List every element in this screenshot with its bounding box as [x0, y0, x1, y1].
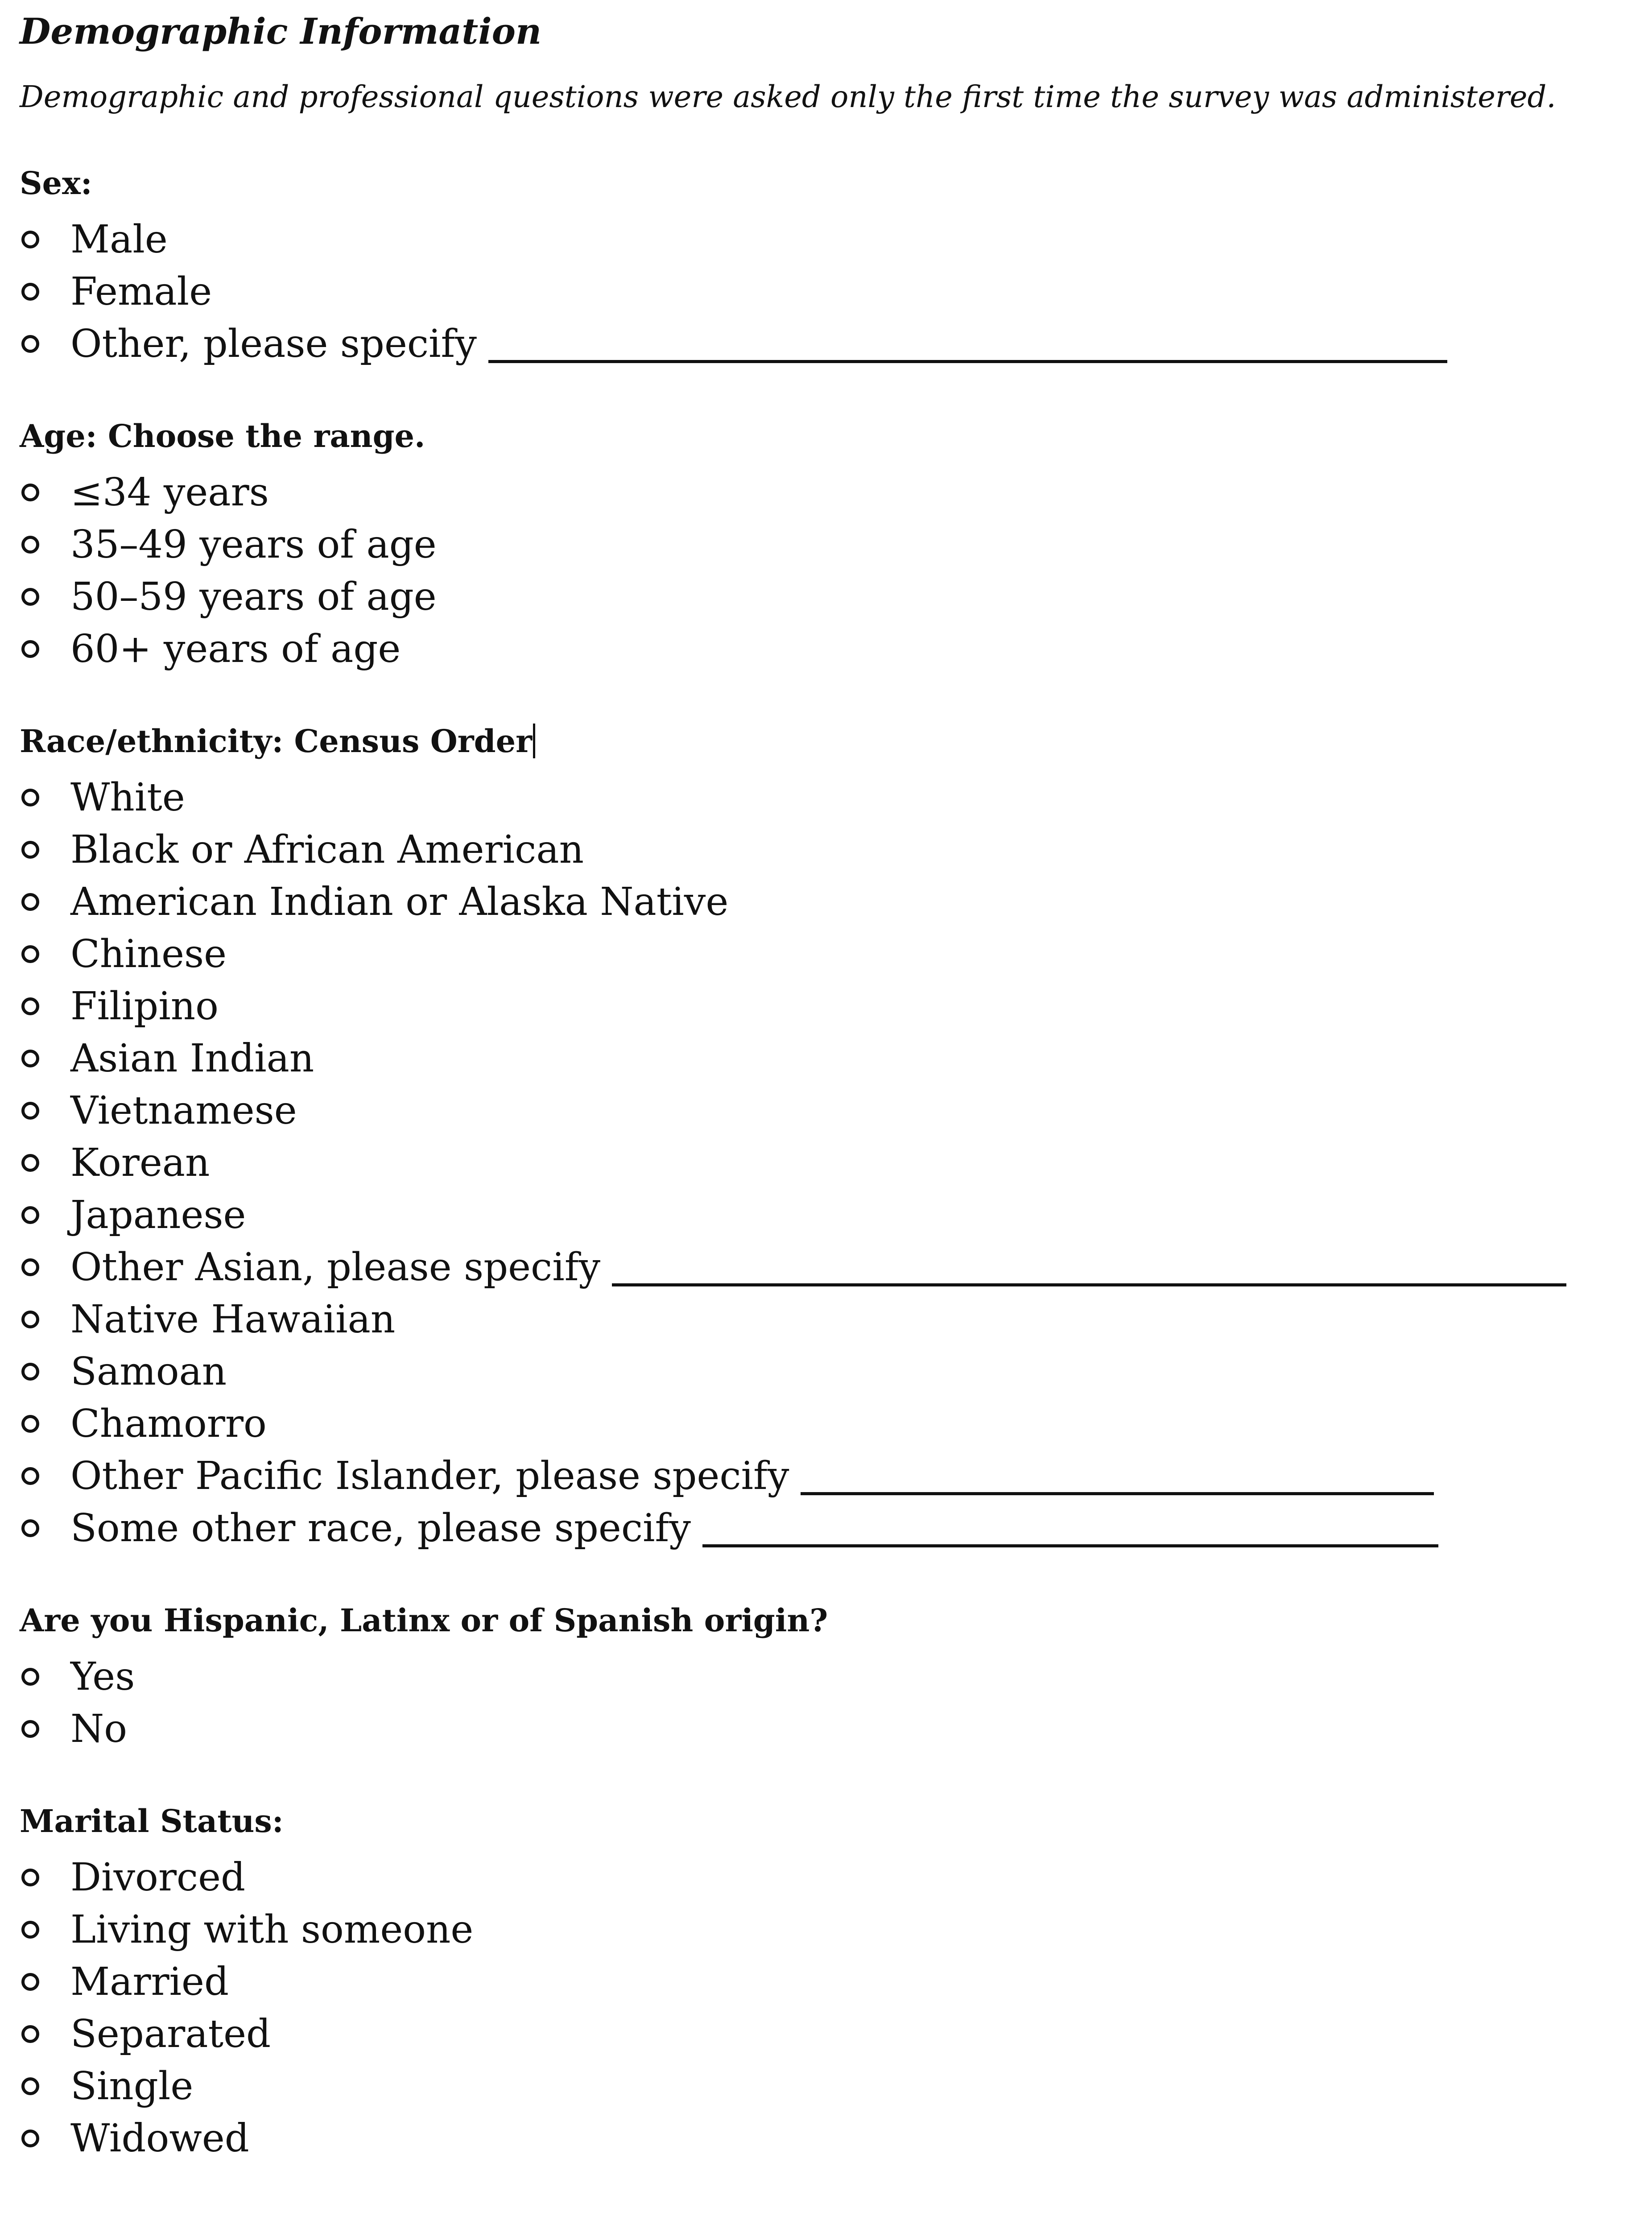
option-living-with-someone[interactable]	[20, 1903, 1634, 1956]
option-label: Vietnamese	[70, 1088, 297, 1133]
option-label: Native Hawaiian	[70, 1297, 396, 1342]
option-korean[interactable]	[20, 1137, 1634, 1189]
option-label: Asian Indian	[70, 1036, 314, 1081]
radio-circle-icon[interactable]	[21, 588, 39, 606]
option-label: Divorced	[70, 1855, 246, 1900]
option-label: Japanese	[70, 1192, 246, 1237]
radio-circle-icon[interactable]	[21, 1258, 39, 1276]
option-sex-other[interactable]	[20, 318, 1634, 370]
section-marital-status	[20, 1801, 1634, 2164]
radio-circle-icon[interactable]	[21, 1921, 39, 1939]
option-label: Some other race, please specify	[70, 1505, 691, 1551]
option-age-35-49[interactable]	[20, 518, 1634, 571]
radio-circle-icon[interactable]	[21, 283, 39, 301]
option-other-pacific-islander[interactable]	[20, 1450, 1634, 1502]
specify-blank-line[interactable]	[702, 1516, 1438, 1547]
option-age-50-59[interactable]	[20, 571, 1634, 623]
radio-circle-icon[interactable]	[21, 640, 39, 658]
option-label: American Indian or Alaska Native	[70, 879, 729, 924]
option-label: Chamorro	[70, 1401, 267, 1446]
section-hispanic	[20, 1600, 1634, 1755]
option-label: 50–59 years of age	[70, 574, 437, 619]
options-hispanic	[20, 1650, 1634, 1755]
radio-circle-icon[interactable]	[21, 1311, 39, 1328]
option-label: Samoan	[70, 1349, 227, 1394]
page-subtitle: Demographic and professional questions were asked only the first time the survey was administered.	[20, 79, 1556, 114]
option-widowed[interactable]	[20, 2112, 1634, 2164]
option-label: Other Pacific Islander, please specify	[70, 1453, 789, 1498]
option-white[interactable]	[20, 771, 1634, 823]
question-hispanic: Are you Hispanic, Latinx or of Spanish origin?	[20, 1602, 828, 1639]
option-label: Single	[70, 2064, 194, 2109]
specify-blank-line[interactable]	[488, 331, 1447, 363]
options-sex	[20, 213, 1634, 370]
option-no[interactable]	[20, 1703, 1634, 1755]
option-label: Living with someone	[70, 1907, 474, 1952]
option-label: Black or African American	[70, 827, 584, 872]
option-married[interactable]	[20, 1956, 1634, 2008]
radio-circle-icon[interactable]	[21, 789, 39, 806]
radio-circle-icon[interactable]	[21, 945, 39, 963]
question-marital-status: Marital Status:	[20, 1803, 284, 1840]
option-label: ≤34 years	[70, 470, 269, 515]
radio-circle-icon[interactable]	[21, 1415, 39, 1433]
radio-circle-icon[interactable]	[21, 2130, 39, 2147]
radio-circle-icon[interactable]	[21, 1102, 39, 1120]
specify-blank-line[interactable]	[612, 1255, 1566, 1286]
option-label: Married	[70, 1959, 229, 2004]
section-race	[20, 721, 1634, 1554]
option-black[interactable]	[20, 823, 1634, 876]
option-label: Separated	[70, 2011, 271, 2056]
option-label: Chinese	[70, 931, 227, 976]
radio-circle-icon[interactable]	[21, 2077, 39, 2095]
radio-circle-icon[interactable]	[21, 1467, 39, 1485]
radio-circle-icon[interactable]	[21, 2025, 39, 2043]
option-label: Other Asian, please specify	[70, 1245, 601, 1290]
survey-page	[20, 9, 1634, 2164]
option-separated[interactable]	[20, 2008, 1634, 2060]
options-marital-status	[20, 1851, 1634, 2164]
radio-circle-icon[interactable]	[21, 1154, 39, 1172]
option-age-60-plus[interactable]	[20, 623, 1634, 675]
radio-circle-icon[interactable]	[21, 997, 39, 1015]
radio-circle-icon[interactable]	[21, 1363, 39, 1381]
option-yes[interactable]	[20, 1650, 1634, 1703]
section-age	[20, 416, 1634, 675]
option-label: Other, please specify	[70, 321, 477, 366]
option-samoan[interactable]	[20, 1345, 1634, 1398]
radio-circle-icon[interactable]	[21, 1668, 39, 1686]
option-label: Male	[70, 217, 168, 262]
radio-circle-icon[interactable]	[21, 893, 39, 911]
radio-circle-icon[interactable]	[21, 335, 39, 353]
radio-circle-icon[interactable]	[21, 231, 39, 248]
question-age: Age: Choose the range.	[20, 418, 425, 455]
option-female[interactable]	[20, 265, 1634, 318]
page-title: Demographic Information	[20, 10, 542, 52]
radio-circle-icon[interactable]	[21, 1519, 39, 1537]
option-american-indian[interactable]	[20, 876, 1634, 928]
option-other-asian[interactable]	[20, 1241, 1634, 1293]
radio-circle-icon[interactable]	[21, 484, 39, 501]
option-label: 60+ years of age	[70, 626, 401, 671]
option-divorced[interactable]	[20, 1851, 1634, 1903]
option-chamorro[interactable]	[20, 1398, 1634, 1450]
option-label: White	[70, 775, 185, 820]
option-japanese[interactable]	[20, 1189, 1634, 1241]
option-age-34-under[interactable]	[20, 466, 1634, 518]
option-label: 35–49 years of age	[70, 522, 437, 567]
option-single[interactable]	[20, 2060, 1634, 2112]
question-race-text: Race/ethnicity: Census Order	[20, 723, 532, 760]
radio-circle-icon[interactable]	[21, 841, 39, 859]
option-asian-indian[interactable]	[20, 1032, 1634, 1084]
option-label: Widowed	[70, 2116, 249, 2161]
option-label: Yes	[70, 1654, 135, 1699]
option-label: No	[70, 1706, 128, 1751]
section-sex	[20, 163, 1634, 370]
radio-circle-icon[interactable]	[21, 536, 39, 554]
specify-blank-line[interactable]	[801, 1464, 1434, 1495]
option-some-other-race[interactable]	[20, 1502, 1634, 1554]
option-filipino[interactable]	[20, 980, 1634, 1032]
option-vietnamese[interactable]	[20, 1084, 1634, 1137]
option-male[interactable]	[20, 213, 1634, 265]
question-race	[20, 721, 1634, 761]
option-label: Korean	[70, 1140, 210, 1185]
options-race	[20, 771, 1634, 1554]
radio-circle-icon[interactable]	[21, 1050, 39, 1067]
option-label: Female	[70, 269, 212, 314]
options-age	[20, 466, 1634, 675]
radio-circle-icon[interactable]	[21, 1720, 39, 1738]
text-cursor	[533, 724, 535, 758]
radio-circle-icon[interactable]	[21, 1869, 39, 1886]
option-label: Filipino	[70, 984, 219, 1029]
radio-circle-icon[interactable]	[21, 1973, 39, 1991]
option-chinese[interactable]	[20, 928, 1634, 980]
option-native-hawaiian[interactable]	[20, 1293, 1634, 1345]
radio-circle-icon[interactable]	[21, 1206, 39, 1224]
question-sex: Sex:	[20, 165, 92, 202]
